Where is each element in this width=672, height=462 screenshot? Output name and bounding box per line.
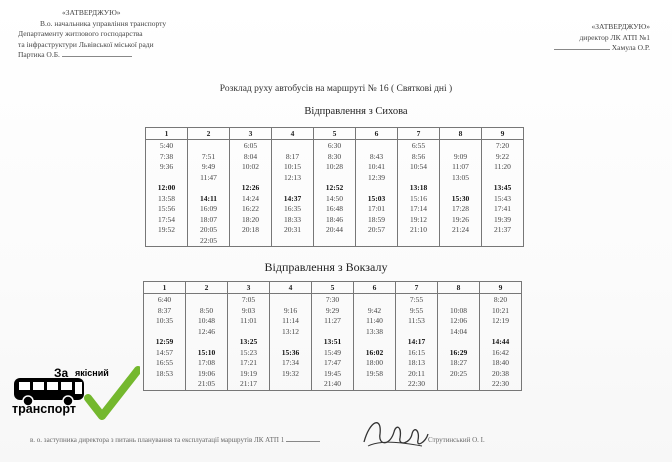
departure-time: 10:08	[449, 305, 468, 315]
footer-signature-line	[30, 436, 485, 444]
bus-column-3	[230, 140, 272, 247]
times-row	[146, 140, 524, 247]
departure-time: 20:25	[449, 368, 468, 378]
departure-time: 12:59	[155, 337, 174, 346]
departure-time: 19:32	[281, 368, 300, 378]
footer-position: в. о. заступника директора з питань планування та експлуатації маршрутів ЛК АТП 1	[30, 436, 285, 444]
departure-time: 13:51	[323, 337, 342, 346]
column-header: 2	[186, 282, 228, 294]
bus-column-4	[272, 140, 314, 247]
departure-time: 10:35	[155, 316, 174, 325]
departure-time	[272, 183, 313, 194]
departure-time: 17:41	[493, 204, 512, 213]
departure-time: 18:46	[325, 214, 344, 224]
departure-time: 18:53	[155, 368, 174, 378]
departure-time: 15:16	[409, 193, 428, 203]
departure-time: 9:49	[201, 162, 216, 171]
departure-time: 17:14	[409, 204, 428, 213]
departure-time: 20:18	[241, 225, 260, 234]
departure-time: 10:41	[367, 162, 386, 171]
document-title: Розклад руху автобусів на маршруті № 16 ( Святкові дні )	[219, 84, 453, 94]
approval-block-left	[18, 8, 166, 61]
approver-name-right: Хамула О.Р.	[554, 43, 650, 54]
bus-column-8	[440, 140, 482, 247]
departure-time: 12:26	[241, 183, 260, 192]
departure-time: 19:39	[493, 214, 512, 224]
departure-time: 9:36	[159, 162, 174, 171]
column-header: 9	[480, 282, 522, 294]
departure-time: 16:29	[449, 347, 468, 357]
departure-time: 10:02	[241, 162, 260, 171]
departure-time	[146, 236, 187, 247]
departure-time: 12:06	[449, 316, 468, 325]
departure-time: 17:28	[451, 204, 470, 213]
bus-column-7	[398, 140, 440, 247]
approver-position-left: В.о. начальника управління транспорту	[40, 18, 167, 28]
departure-time: 8:30	[327, 151, 342, 161]
departure-time: 18:20	[241, 214, 260, 224]
departure-time: 20:11	[408, 368, 425, 378]
departure-time	[440, 141, 481, 152]
departure-time: 7:51	[201, 151, 216, 161]
departure-time	[270, 295, 311, 306]
column-header: 5	[312, 282, 354, 294]
column-header: 6	[354, 282, 396, 294]
departure-time	[144, 327, 185, 338]
bus-column-6	[356, 140, 398, 247]
departure-time: 16:22	[241, 204, 260, 213]
departure-time	[188, 183, 229, 194]
departure-time: 9:09	[453, 151, 468, 161]
departure-time: 18:00	[365, 358, 384, 367]
departure-time	[354, 379, 395, 390]
departure-time	[356, 141, 397, 152]
table1-title: Відправлення з Сихова	[304, 106, 408, 117]
approval-heading-right: «ЗАТВЕРДЖУЮ»	[591, 22, 650, 31]
departure-time: 6:40	[157, 295, 172, 304]
departure-time: 15:43	[493, 193, 512, 203]
column-header: 7	[396, 282, 438, 294]
approver-department-left: Департаменту житлового господарства	[18, 29, 143, 38]
column-header: 9	[482, 128, 524, 140]
departure-time: 16:02	[365, 347, 384, 357]
departure-time: 8:17	[285, 151, 300, 161]
departure-time: 18:33	[283, 214, 302, 224]
departure-time: 12:19	[491, 316, 510, 325]
departure-time: 18:27	[449, 358, 468, 367]
bus-column-5	[312, 294, 354, 391]
bus-column-7	[396, 294, 438, 391]
departure-time: 19:52	[157, 225, 176, 234]
bus-column-8	[438, 294, 480, 391]
departure-time: 9:16	[283, 305, 298, 315]
departure-time: 16:09	[199, 204, 218, 213]
departure-time	[438, 337, 479, 348]
departure-time: 6:30	[327, 141, 342, 150]
departure-time: 19:58	[365, 368, 384, 378]
departure-time: 12:39	[367, 172, 386, 182]
departure-time: 7:20	[495, 141, 510, 150]
departure-time	[356, 236, 397, 247]
departure-time: 14:57	[155, 347, 174, 357]
departure-time: 21:17	[239, 379, 258, 388]
departure-time: 19:26	[451, 214, 470, 224]
departure-time: 11:07	[452, 162, 469, 171]
column-header: 8	[440, 128, 482, 140]
departure-time: 7:30	[325, 295, 340, 304]
departure-time: 15:03	[367, 193, 386, 203]
header-row	[146, 128, 524, 140]
departure-time: 20:05	[199, 225, 218, 234]
column-header: 2	[188, 128, 230, 140]
departure-time: 9:42	[367, 305, 382, 315]
departure-time: 9:29	[325, 305, 340, 315]
departure-time: 12:13	[283, 172, 302, 182]
departure-time: 14:50	[325, 193, 344, 203]
departure-time: 13:18	[409, 183, 428, 192]
bus-column-2	[188, 140, 230, 247]
bus-column-1	[146, 140, 188, 247]
departure-time: 11:27	[324, 316, 341, 325]
departure-time	[188, 141, 229, 152]
departure-time: 9:03	[241, 305, 256, 315]
departure-time	[440, 236, 481, 247]
departure-time	[144, 379, 185, 390]
departure-time	[230, 173, 271, 184]
logo-word-transport: транспорт	[12, 402, 76, 416]
departure-time: 11:20	[494, 162, 511, 171]
column-header: 1	[144, 282, 186, 294]
bus-column-9	[482, 140, 524, 247]
departure-time: 13:25	[239, 337, 258, 346]
departure-time: 15:23	[239, 347, 258, 357]
departure-time: 22:05	[199, 235, 218, 245]
approver-organization-left: та інфраструктури Львівської міської ради	[18, 39, 154, 49]
signature-line-left	[62, 56, 132, 57]
departure-time: 21:24	[451, 225, 470, 234]
departure-time	[230, 236, 271, 247]
departure-time: 14:17	[407, 337, 426, 346]
departure-time: 8:43	[369, 151, 384, 161]
column-header: 4	[272, 128, 314, 140]
departure-time: 17:47	[323, 358, 342, 367]
departure-time: 15:56	[157, 204, 176, 213]
departure-time	[270, 379, 311, 390]
handwritten-signature	[360, 412, 430, 452]
approval-heading-left: «ЗАТВЕРДЖУЮ»	[62, 8, 121, 17]
approval-block-right	[554, 22, 650, 54]
departure-time	[314, 173, 355, 184]
quality-transport-logo	[10, 364, 140, 426]
departure-time: 16:15	[407, 347, 426, 357]
departure-time	[356, 183, 397, 194]
departure-time: 12:00	[157, 183, 176, 192]
departure-time: 12:52	[325, 183, 344, 192]
departure-time: 19:12	[409, 214, 428, 224]
departure-time: 14:37	[283, 193, 302, 203]
column-header: 8	[438, 282, 480, 294]
departure-time	[186, 337, 227, 348]
departure-time	[272, 236, 313, 247]
column-header: 3	[228, 282, 270, 294]
departure-time: 20:44	[325, 225, 344, 234]
departure-time: 10:48	[197, 316, 216, 325]
departure-time: 10:15	[283, 162, 302, 171]
departure-time: 15:49	[323, 347, 342, 357]
column-header: 5	[314, 128, 356, 140]
departure-time: 21:05	[197, 379, 216, 388]
departure-time	[482, 173, 523, 184]
times-row	[144, 294, 522, 391]
departure-time: 15:30	[451, 193, 470, 203]
departure-time: 17:34	[281, 358, 300, 367]
signature-line-right	[554, 49, 610, 50]
departure-time: 14:11	[199, 193, 218, 203]
logo-word-yakisnyi: якісний	[75, 368, 109, 378]
departure-time: 11:01	[240, 316, 257, 325]
departure-time	[270, 337, 311, 348]
departure-time: 14:24	[241, 193, 260, 203]
column-header: 3	[230, 128, 272, 140]
column-header: 4	[270, 282, 312, 294]
departure-time: 22:30	[491, 379, 510, 388]
departure-time: 19:45	[323, 368, 342, 378]
column-header: 6	[356, 128, 398, 140]
departure-time	[354, 337, 395, 348]
departure-time: 16:35	[283, 204, 302, 213]
departure-time	[398, 236, 439, 247]
departure-time: 6:05	[243, 141, 258, 150]
bus-column-1	[144, 294, 186, 391]
departure-time: 16:42	[491, 347, 510, 357]
departure-time: 22:30	[407, 379, 426, 388]
departure-time: 13:38	[365, 326, 384, 336]
departure-time	[314, 236, 355, 247]
departure-time: 8:37	[157, 305, 172, 315]
departure-time	[312, 327, 353, 338]
departure-time: 7:38	[159, 151, 174, 161]
departure-time	[228, 327, 269, 338]
departure-time: 12:46	[197, 326, 216, 336]
departure-time: 20:38	[491, 368, 510, 378]
departure-time: 7:55	[409, 295, 424, 304]
departure-time	[438, 295, 479, 306]
schedule-table-vokzal	[143, 281, 522, 391]
departure-time: 11:40	[366, 316, 383, 325]
departure-time: 10:21	[491, 305, 510, 315]
column-header: 1	[146, 128, 188, 140]
departure-time: 19:19	[239, 368, 258, 378]
schedule-table-syhiv	[145, 127, 524, 247]
departure-time: 10:28	[325, 162, 344, 171]
bus-column-9	[480, 294, 522, 391]
departure-time: 9:55	[409, 305, 424, 315]
departure-time: 17:01	[367, 204, 386, 213]
departure-time: 13:45	[493, 183, 512, 192]
departure-time: 8:04	[243, 151, 258, 161]
table2-title: Відправлення з Вокзалу	[264, 260, 388, 274]
bus-column-4	[270, 294, 312, 391]
approver-name-left: Партика О.Б.	[18, 50, 166, 61]
departure-time: 11:47	[200, 172, 217, 182]
departure-time: 11:14	[282, 316, 299, 325]
departure-time	[272, 141, 313, 152]
departure-time: 7:05	[241, 295, 256, 304]
departure-time: 19:06	[197, 368, 216, 378]
departure-time: 18:07	[199, 214, 218, 224]
departure-time: 13:12	[281, 326, 300, 336]
departure-time: 18:40	[491, 358, 510, 367]
departure-time	[480, 327, 521, 338]
departure-time: 21:37	[493, 225, 512, 234]
approver-position-right: директор ЛК АТП №1	[579, 32, 650, 42]
departure-time	[438, 379, 479, 390]
departure-time: 5:40	[159, 141, 174, 150]
departure-time: 16:48	[325, 204, 344, 213]
departure-time	[146, 173, 187, 184]
bus-column-2	[186, 294, 228, 391]
departure-time: 8:50	[199, 305, 214, 315]
departure-time	[398, 173, 439, 184]
logo-word-za: За	[54, 366, 69, 380]
bus-column-6	[354, 294, 396, 391]
footer-signature-blank	[286, 441, 320, 442]
departure-time: 9:22	[495, 151, 510, 161]
departure-time: 8:20	[493, 295, 508, 304]
bus-column-5	[314, 140, 356, 247]
departure-time	[482, 236, 523, 247]
departure-time: 6:55	[411, 141, 426, 150]
departure-time: 14:44	[491, 337, 510, 346]
departure-time: 21:10	[409, 225, 428, 234]
departure-time	[440, 183, 481, 194]
departure-time: 20:57	[367, 225, 386, 234]
departure-time: 17:08	[197, 358, 216, 367]
departure-time: 13:05	[451, 172, 470, 182]
departure-time: 18:59	[367, 214, 386, 224]
departure-time: 18:13	[407, 358, 426, 367]
departure-time: 8:56	[411, 151, 426, 161]
departure-time: 14:04	[449, 326, 468, 336]
column-header: 7	[398, 128, 440, 140]
departure-time: 17:54	[157, 214, 176, 224]
footer-signer-name: Струтинський О. І.	[428, 436, 485, 444]
departure-time	[354, 295, 395, 306]
departure-time: 13:58	[157, 193, 176, 203]
departure-time: 20:31	[283, 225, 302, 234]
bus-column-3	[228, 294, 270, 391]
departure-time: 21:40	[323, 379, 342, 388]
departure-time: 16:55	[155, 358, 174, 367]
header-row	[144, 282, 522, 294]
departure-time: 10:54	[409, 162, 428, 171]
departure-time: 15:36	[281, 347, 300, 357]
departure-time: 17:21	[239, 358, 258, 367]
departure-time	[396, 327, 437, 338]
departure-time	[186, 295, 227, 306]
departure-time: 11:53	[408, 316, 425, 325]
departure-time: 15:10	[197, 347, 216, 357]
